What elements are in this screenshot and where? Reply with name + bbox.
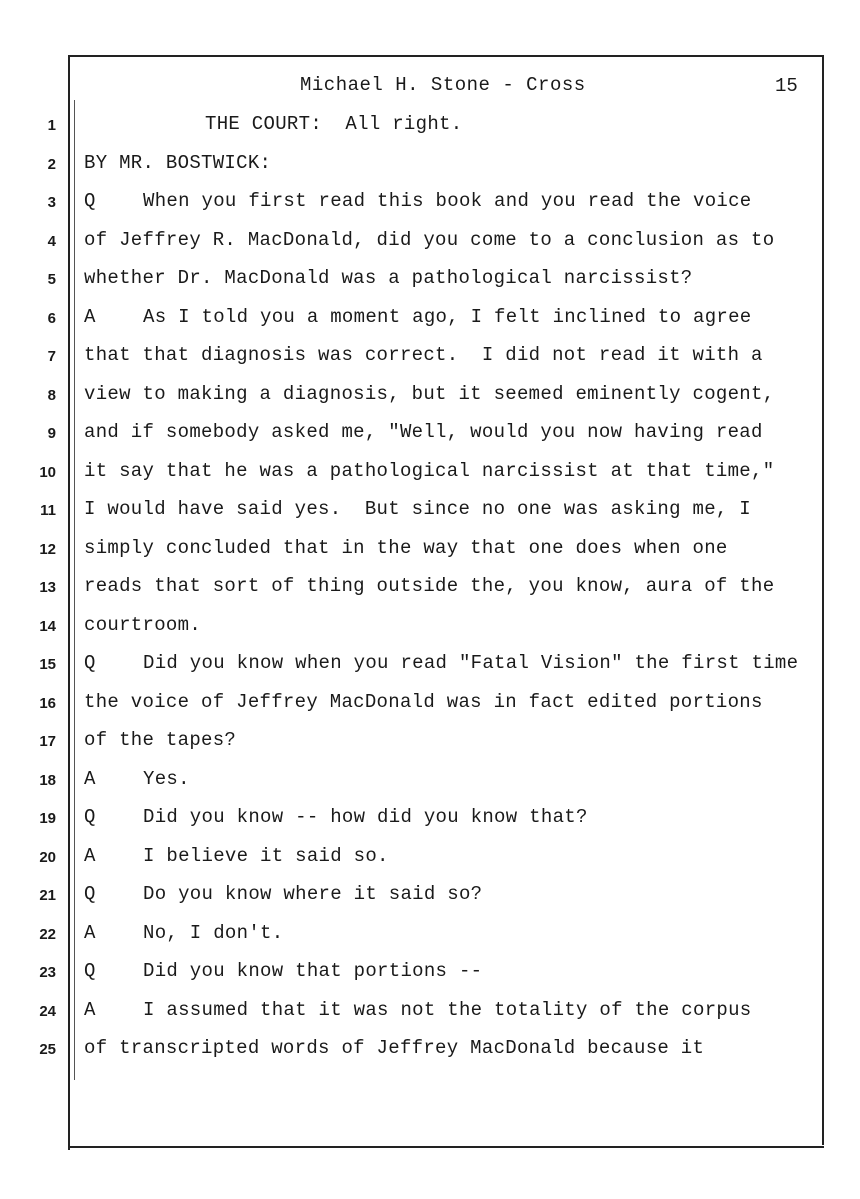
transcript-line — [0, 383, 860, 421]
line-number: 23 — [39, 964, 56, 981]
page-header-title: Michael H. Stone - Cross — [300, 74, 586, 96]
transcript-line — [0, 999, 860, 1037]
speaker-label: A — [84, 998, 96, 1021]
speaker-label: A — [84, 921, 96, 944]
line-number: 6 — [47, 309, 56, 327]
line-text: Did you know that portions -- — [143, 960, 483, 982]
line-number: 1 — [47, 117, 56, 134]
line-number: 13 — [39, 579, 56, 596]
line-number: 10 — [39, 463, 56, 481]
speaker-label: A — [84, 844, 96, 867]
line-number: 20 — [39, 848, 56, 866]
transcript-line — [0, 729, 860, 767]
line-text: As I told you a moment ago, I felt inclined to agree — [143, 305, 752, 328]
speaker-label: A — [84, 305, 96, 328]
line-text: Did you know when you read "Fatal Vision" the first time — [143, 652, 799, 674]
speaker-label: A — [84, 767, 96, 790]
line-text: Did you know -- how did you know that? — [143, 806, 588, 828]
line-number: 9 — [47, 425, 56, 442]
line-text: When you first read this book and you read the voice — [143, 190, 752, 212]
line-number: 8 — [47, 386, 56, 404]
page-border-top — [68, 55, 824, 57]
transcript-line — [0, 768, 860, 806]
line-text: view to making a diagnosis, but it seemed eminently cogent, — [84, 382, 775, 405]
line-text: simply concluded that in the way that one does when one — [84, 536, 728, 559]
line-number: 17 — [39, 733, 56, 750]
transcript-line — [0, 614, 860, 652]
transcript-line — [0, 460, 860, 498]
line-number: 18 — [39, 771, 56, 789]
speaker-label: Q — [84, 960, 96, 982]
line-text: of transcripted words of Jeffrey MacDonald because it — [84, 1037, 705, 1059]
transcript-line — [0, 113, 860, 151]
transcript-line — [0, 190, 860, 228]
page-border-bottom — [68, 1146, 824, 1148]
line-number: 21 — [39, 887, 56, 904]
transcript-line — [0, 575, 860, 613]
line-text: of Jeffrey R. MacDonald, did you come to a conclusion as to — [84, 228, 775, 251]
transcript-line — [0, 421, 860, 459]
transcript-line — [0, 344, 860, 382]
page-number: 15 — [775, 75, 798, 97]
line-text: Yes. — [143, 767, 190, 790]
line-text: of the tapes? — [84, 729, 237, 751]
transcript-line — [0, 537, 860, 575]
line-number: 22 — [39, 925, 56, 943]
transcript-line — [0, 922, 860, 960]
speaker-label: Q — [84, 190, 96, 212]
line-number: 16 — [39, 694, 56, 712]
line-text: it say that he was a pathological narcissist at that time," — [84, 459, 775, 482]
transcript-line — [0, 306, 860, 344]
line-text: reads that sort of thing outside the, you know, aura of the — [84, 575, 775, 597]
line-number: 24 — [39, 1002, 56, 1020]
line-text: I assumed that it was not the totality of the corpus — [143, 998, 752, 1021]
line-text: and if somebody asked me, "Well, would you now having read — [84, 421, 763, 443]
speaker-label: Q — [84, 806, 96, 828]
line-text: Do you know where it said so? — [143, 883, 483, 905]
line-text: whether Dr. MacDonald was a pathological narcissist? — [84, 267, 693, 289]
line-number: 11 — [40, 502, 56, 519]
speaker-label: Q — [84, 652, 96, 674]
line-number: 25 — [39, 1041, 56, 1058]
line-text: THE COURT: All right. — [205, 113, 463, 135]
transcript-line — [0, 845, 860, 883]
transcript-line — [0, 652, 860, 690]
transcript-line — [0, 806, 860, 844]
transcript-line — [0, 152, 860, 190]
line-number: 19 — [39, 810, 56, 827]
line-text: the voice of Jeffrey MacDonald was in fact edited portions — [84, 690, 763, 713]
transcript-line — [0, 1037, 860, 1075]
line-number: 12 — [39, 540, 56, 558]
line-text: BY MR. BOSTWICK: — [84, 151, 272, 174]
line-text: courtroom. — [84, 613, 202, 636]
transcript-line — [0, 498, 860, 536]
line-number: 14 — [39, 617, 56, 635]
transcript-line — [0, 883, 860, 921]
line-number: 2 — [47, 155, 56, 173]
transcript-line — [0, 267, 860, 305]
line-number: 7 — [47, 348, 56, 365]
line-text: No, I don't. — [143, 921, 284, 944]
line-text: that that diagnosis was correct. I did not read it with a — [84, 344, 763, 366]
transcript-line — [0, 691, 860, 729]
line-number: 15 — [39, 656, 56, 673]
line-text: I believe it said so. — [143, 844, 389, 867]
transcript-line — [0, 960, 860, 998]
speaker-label: Q — [84, 883, 96, 905]
line-number: 3 — [47, 194, 56, 211]
line-number: 4 — [47, 232, 56, 250]
line-number: 5 — [47, 271, 56, 288]
transcript-line — [0, 229, 860, 267]
line-text: I would have said yes. But since no one was asking me, I — [84, 498, 752, 520]
